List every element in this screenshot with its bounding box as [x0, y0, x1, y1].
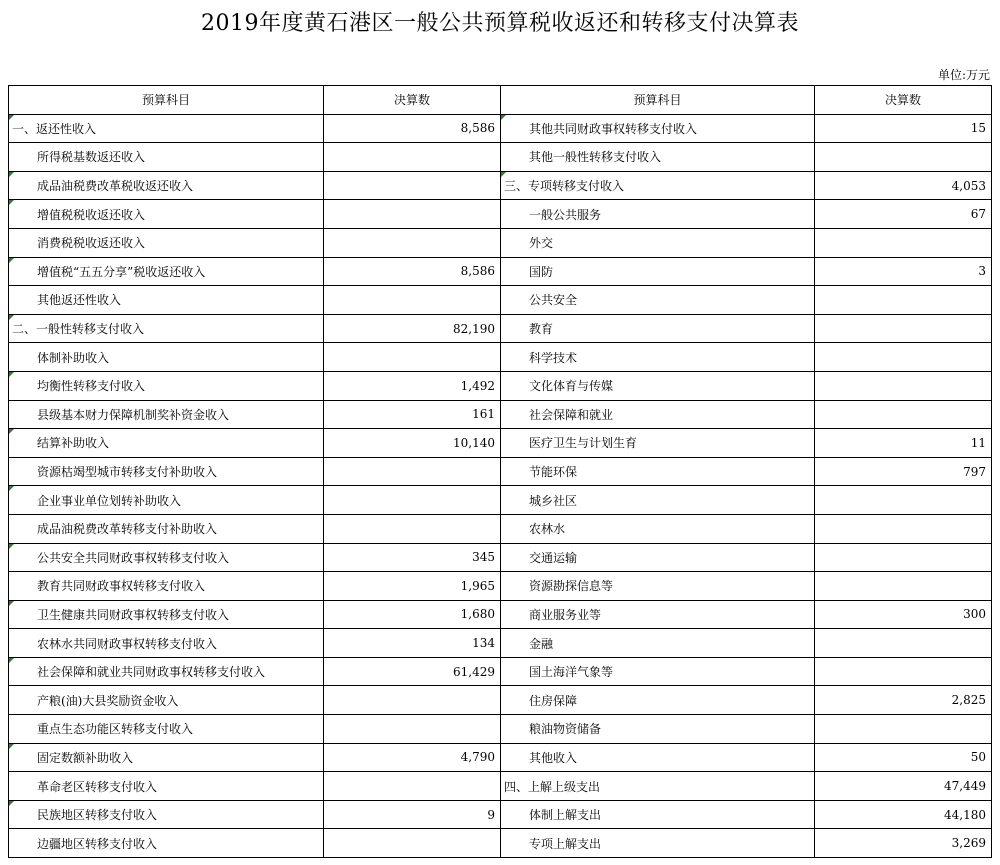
right-item-name-text: 科学技术: [529, 350, 578, 365]
table-row: [9, 715, 992, 744]
left-item-name: [9, 457, 324, 486]
left-item-value: [324, 772, 501, 801]
right-item-name: [501, 314, 815, 343]
left-item-value: [324, 514, 501, 543]
left-item-name-text: 公共安全共同财政事权转移支付收入: [37, 550, 230, 565]
right-item-name-text: 住房保障: [529, 693, 578, 708]
left-item-name: [9, 514, 324, 543]
left-item-name-text: 社会保障和就业共同财政事权转移支付收入: [37, 665, 266, 680]
left-item-value: [324, 429, 501, 458]
comment-marker: [9, 658, 14, 663]
right-item-name: [501, 114, 815, 143]
right-item-name-text: 体制上解支出: [529, 808, 602, 823]
left-item-value: [324, 543, 501, 572]
right-item-name: [501, 657, 815, 686]
left-item-name: [9, 371, 324, 400]
left-item-value-text: 10,140: [453, 435, 495, 450]
right-item-name: [501, 257, 815, 286]
right-item-value-text: 15: [970, 121, 986, 136]
right-item-name-text: 城乡社区: [529, 493, 578, 508]
right-item-value-text: 300: [963, 607, 986, 622]
left-item-name: [9, 657, 324, 686]
left-item-value: [324, 343, 501, 372]
comment-marker: [9, 744, 14, 749]
left-item-name: [9, 829, 324, 858]
right-item-name-text: 四、上解上级支出: [504, 779, 601, 794]
right-item-name-text: 粮油物资储备: [529, 722, 602, 737]
left-item-value: [324, 400, 501, 429]
left-item-value: [324, 200, 501, 229]
left-item-value-text: 134: [472, 636, 495, 651]
table-row: [9, 486, 992, 515]
left-item-name: [9, 286, 324, 315]
right-item-name: [501, 543, 815, 572]
left-item-name-text: 增值税税收返还收入: [37, 207, 146, 222]
left-item-name: [9, 400, 324, 429]
right-item-name-text: 金融: [529, 636, 554, 651]
table-row: [9, 228, 992, 257]
left-item-name: [9, 114, 324, 143]
left-item-name: [9, 800, 324, 829]
left-item-name: [9, 257, 324, 286]
right-item-name: [501, 343, 815, 372]
right-item-name-text: 教育: [529, 322, 554, 337]
right-item-value: [815, 343, 992, 372]
right-item-value: [815, 829, 992, 858]
right-item-value: [815, 686, 992, 715]
left-item-value-text: 4,790: [460, 750, 495, 765]
left-item-name-text: 农林水共同财政事权转移支付收入: [37, 636, 218, 651]
right-item-value: [815, 743, 992, 772]
right-item-name: [501, 457, 815, 486]
left-item-value: [324, 486, 501, 515]
left-item-name: [9, 543, 324, 572]
comment-marker: [9, 372, 14, 377]
left-item-name-text: 一、返还性收入: [12, 121, 97, 136]
right-item-value: [815, 314, 992, 343]
right-item-name: [501, 686, 815, 715]
right-item-name-text: 一般公共服务: [529, 207, 602, 222]
table-row: [9, 629, 992, 658]
header-left-value: 决算数: [324, 86, 501, 115]
table-row: [9, 371, 992, 400]
right-item-name-text: 国土海洋气象等: [529, 665, 614, 680]
right-item-name-text: 社会保障和就业: [529, 407, 614, 422]
right-item-value: [815, 171, 992, 200]
comment-marker: [501, 115, 506, 120]
left-item-name-text: 产粮(油)大县奖励资金收入: [37, 693, 179, 708]
left-item-name-text: 成品油税费改革税收返还收入: [37, 179, 194, 194]
right-item-value: [815, 629, 992, 658]
table-row: [9, 400, 992, 429]
right-item-name: [501, 572, 815, 601]
comment-marker: [9, 200, 14, 205]
left-item-name: [9, 143, 324, 172]
comment-marker: [9, 429, 14, 434]
right-item-name: [501, 429, 815, 458]
left-item-name-text: 教育共同财政事权转移支付收入: [37, 579, 206, 594]
header-left-name: 预算科目: [9, 86, 324, 115]
right-item-value-text: 50: [970, 750, 986, 765]
right-item-name-text: 其他一般性转移支付收入: [529, 150, 662, 165]
table-row: [9, 343, 992, 372]
right-item-value: [815, 228, 992, 257]
left-item-name-text: 民族地区转移支付收入: [37, 808, 158, 823]
comment-marker: [9, 315, 14, 320]
left-item-value-text: 1,965: [460, 578, 495, 593]
comment-marker: [9, 258, 14, 263]
comment-marker: [9, 601, 14, 606]
table-row: [9, 600, 992, 629]
left-item-value: [324, 657, 501, 686]
right-item-value: [815, 772, 992, 801]
right-item-value: [815, 286, 992, 315]
table-row: [9, 800, 992, 829]
left-item-value: [324, 114, 501, 143]
right-item-name-text: 外交: [529, 236, 554, 251]
right-item-value-text: 3: [978, 264, 986, 279]
left-item-value-text: 345: [472, 550, 495, 565]
right-item-value-text: 3,269: [951, 836, 986, 851]
table-row: [9, 657, 992, 686]
left-item-value: [324, 143, 501, 172]
left-item-value: [324, 743, 501, 772]
right-item-name: [501, 143, 815, 172]
right-item-name: [501, 800, 815, 829]
left-item-name-text: 重点生态功能区转移支付收入: [37, 722, 194, 737]
table-row: [9, 286, 992, 315]
right-item-value: [815, 429, 992, 458]
left-item-name-text: 其他返还性收入: [37, 293, 122, 308]
right-item-value-text: 11: [970, 435, 986, 450]
right-item-name: [501, 743, 815, 772]
left-item-value: [324, 829, 501, 858]
comment-marker: [501, 172, 506, 177]
table-header-row: [9, 86, 992, 115]
right-item-name-text: 资源勘探信息等: [529, 579, 614, 594]
right-item-name-text: 其他共同财政事权转移支付收入: [529, 121, 698, 136]
comment-marker: [9, 115, 14, 120]
right-item-value: [815, 457, 992, 486]
left-item-name-text: 增值税“五五分享”税收返还收入: [37, 264, 206, 279]
left-item-value: [324, 686, 501, 715]
right-item-value-text: 4,053: [951, 178, 986, 193]
comment-marker: [9, 172, 14, 177]
left-item-value-text: 61,429: [453, 664, 495, 679]
left-item-name-text: 企业事业单位划转补助收入: [37, 493, 182, 508]
right-item-name: [501, 286, 815, 315]
page-title: 2019年度黄石港区一般公共预算税收返还和转移支付决算表: [201, 11, 799, 36]
table-row: [9, 171, 992, 200]
right-item-value: [815, 657, 992, 686]
table-row: [9, 514, 992, 543]
right-item-name-text: 文化体育与传媒: [529, 379, 614, 394]
comment-marker: [9, 544, 14, 549]
table-row: [9, 257, 992, 286]
right-item-name: [501, 514, 815, 543]
right-item-name: [501, 371, 815, 400]
left-item-value: [324, 800, 501, 829]
right-item-name-text: 节能环保: [529, 465, 578, 480]
left-item-name: [9, 715, 324, 744]
right-item-name-text: 医疗卫生与计划生育: [529, 436, 638, 451]
right-item-value: [815, 486, 992, 515]
right-item-name: [501, 629, 815, 658]
right-item-value: [815, 200, 992, 229]
right-item-value: [815, 400, 992, 429]
table-body: [9, 114, 992, 857]
budget-table: [8, 85, 992, 858]
left-item-value: [324, 572, 501, 601]
right-item-name: [501, 400, 815, 429]
table-row: [9, 457, 992, 486]
left-item-name: [9, 600, 324, 629]
right-item-name: [501, 829, 815, 858]
right-item-name-text: 专项上解支出: [529, 836, 602, 851]
left-item-name: [9, 686, 324, 715]
right-item-name: [501, 715, 815, 744]
right-item-value: [815, 800, 992, 829]
right-item-value-text: 797: [963, 464, 986, 479]
table-row: [9, 143, 992, 172]
comment-marker: [9, 486, 14, 491]
left-item-value: [324, 286, 501, 315]
right-item-value-text: 67: [970, 207, 986, 222]
table-row: [9, 314, 992, 343]
right-item-name-text: 公共安全: [529, 293, 578, 308]
left-item-name-text: 所得税基数返还收入: [37, 150, 146, 165]
left-item-name-text: 卫生健康共同财政事权转移支付收入: [37, 607, 230, 622]
left-item-name-text: 县级基本财力保障机制奖补资金收入: [37, 407, 230, 422]
comment-marker: [9, 801, 14, 806]
right-item-value-text: 2,825: [951, 693, 986, 708]
unit-label: 单位:万元: [937, 68, 990, 82]
left-item-value: [324, 371, 501, 400]
table-row: [9, 772, 992, 801]
right-item-value: [815, 143, 992, 172]
left-item-name: [9, 743, 324, 772]
right-item-value: [815, 600, 992, 629]
table-row: [9, 686, 992, 715]
right-item-name-text: 农林水: [529, 522, 566, 537]
left-item-value-text: 9: [487, 807, 495, 822]
left-item-name: [9, 486, 324, 515]
header-right-value: 决算数: [815, 86, 992, 115]
right-item-value: [815, 371, 992, 400]
left-item-name: [9, 314, 324, 343]
left-item-name-text: 二、一般性转移支付收入: [12, 322, 145, 337]
left-item-value-text: 1,680: [460, 607, 495, 622]
left-item-name: [9, 171, 324, 200]
table-row: [9, 572, 992, 601]
right-item-value: [815, 114, 992, 143]
right-item-value: [815, 514, 992, 543]
right-item-name-text: 其他收入: [529, 750, 578, 765]
table-row: [9, 543, 992, 572]
table-row: [9, 743, 992, 772]
left-item-value: [324, 257, 501, 286]
left-item-value-text: 8,586: [460, 121, 495, 136]
left-item-value-text: 161: [472, 407, 495, 422]
right-item-name-text: 交通运输: [529, 550, 578, 565]
right-item-value-text: 44,180: [944, 807, 986, 822]
right-item-value: [815, 543, 992, 572]
left-item-name: [9, 772, 324, 801]
left-item-name: [9, 200, 324, 229]
left-item-name-text: 革命老区转移支付收入: [37, 779, 158, 794]
left-item-value: [324, 715, 501, 744]
left-item-value: [324, 171, 501, 200]
left-item-name-text: 消费税税收返还收入: [37, 236, 146, 251]
right-item-name: [501, 486, 815, 515]
header-right-name: 预算科目: [501, 86, 815, 115]
right-item-name: [501, 171, 815, 200]
left-item-value: [324, 228, 501, 257]
right-item-name-text: 国防: [529, 264, 554, 279]
right-item-name: [501, 600, 815, 629]
left-item-value: [324, 629, 501, 658]
right-item-value: [815, 572, 992, 601]
table-row: [9, 114, 992, 143]
left-item-name-text: 边疆地区转移支付收入: [37, 836, 158, 851]
right-item-value-text: 47,449: [944, 779, 986, 794]
left-item-name: [9, 429, 324, 458]
right-item-name-text: 三、专项转移支付收入: [504, 179, 625, 194]
table-row: [9, 200, 992, 229]
right-item-value: [815, 257, 992, 286]
left-item-name-text: 体制补助收入: [37, 350, 110, 365]
left-item-value: [324, 600, 501, 629]
left-item-name: [9, 572, 324, 601]
left-item-value: [324, 457, 501, 486]
right-item-name: [501, 200, 815, 229]
left-item-value-text: 8,586: [460, 264, 495, 279]
left-item-name: [9, 343, 324, 372]
left-item-name-text: 均衡性转移支付收入: [37, 379, 146, 394]
left-item-name-text: 资源枯竭型城市转移支付补助收入: [37, 465, 218, 480]
right-item-name: [501, 772, 815, 801]
left-item-name-text: 固定数额补助收入: [37, 750, 134, 765]
right-item-name: [501, 228, 815, 257]
left-item-name-text: 结算补助收入: [37, 436, 110, 451]
table-row: [9, 829, 992, 858]
table-row: [9, 429, 992, 458]
left-item-name: [9, 228, 324, 257]
right-item-value: [815, 715, 992, 744]
left-item-value: [324, 314, 501, 343]
left-item-value-text: 1,492: [460, 378, 495, 393]
left-item-name-text: 成品油税费改革转移支付补助收入: [37, 522, 218, 537]
left-item-value-text: 82,190: [453, 321, 495, 336]
left-item-name: [9, 629, 324, 658]
right-item-name-text: 商业服务业等: [529, 607, 602, 622]
